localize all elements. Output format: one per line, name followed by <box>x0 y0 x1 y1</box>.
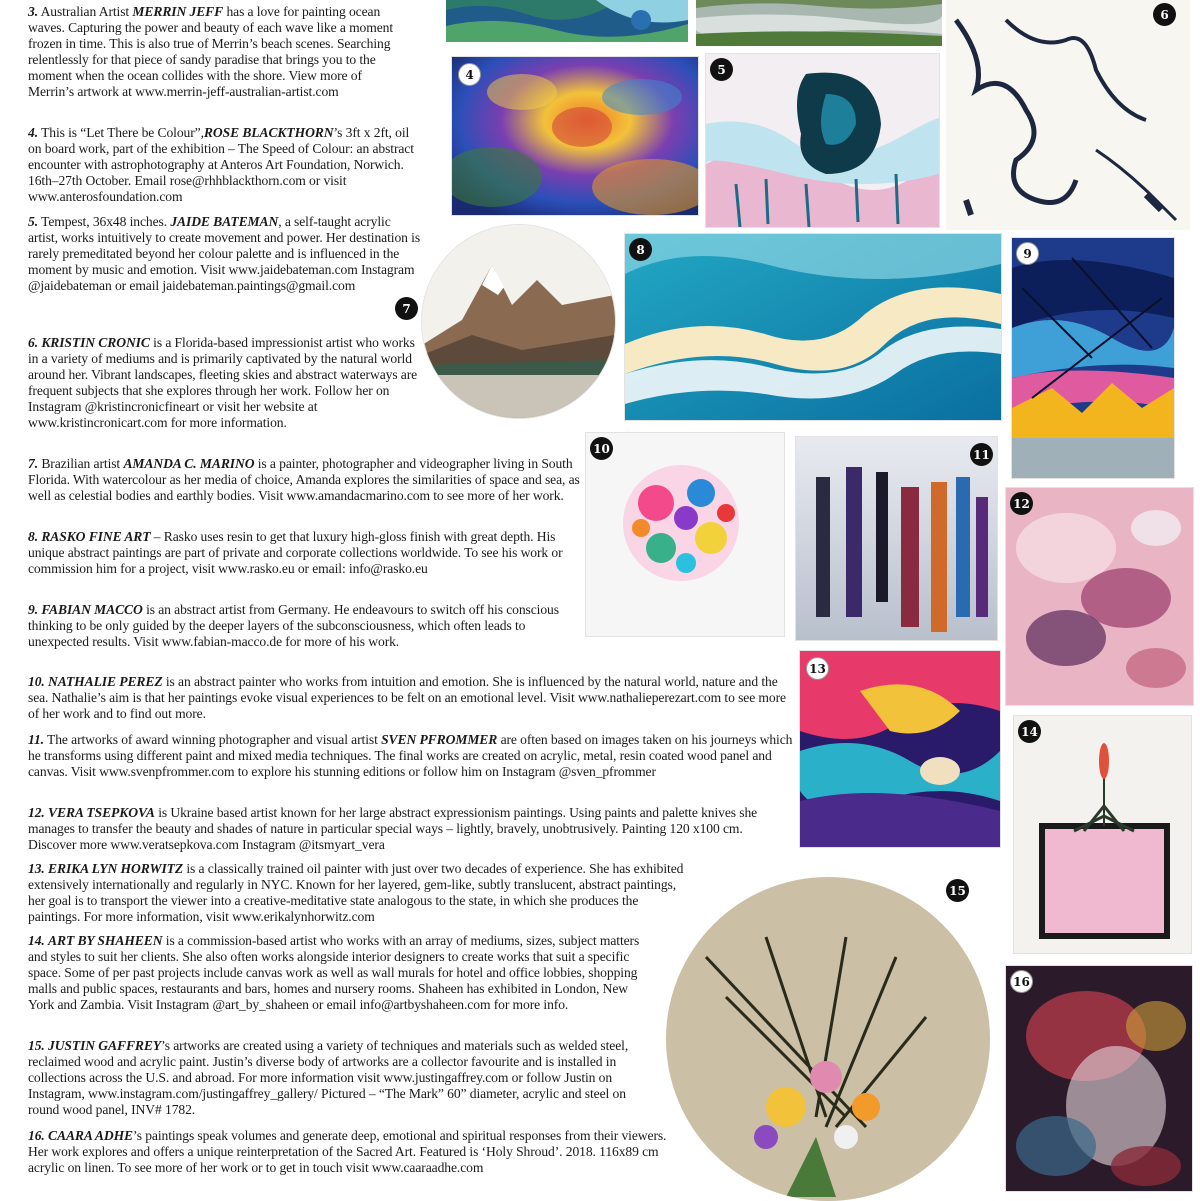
entry-number: 6. <box>28 335 38 350</box>
artist-name: JAIDE BATEMAN <box>170 214 279 229</box>
entry-number: 3. <box>28 4 38 19</box>
entry-number: 4. <box>28 125 38 140</box>
artwork-8 <box>625 234 1001 420</box>
entry-number: 7. <box>28 456 38 471</box>
entry-13 <box>28 861 693 925</box>
badge-13: 13 <box>806 657 829 680</box>
artwork-3b <box>696 0 942 46</box>
artist-name: JUSTIN GAFFREY <box>48 1038 162 1053</box>
entry-10 <box>28 674 798 722</box>
entry-lead: Brazilian artist <box>41 456 121 471</box>
entry-text: is a commission-based artist who works with an array of mediums, sizes, subject matters and styles to suit her clients. She also often works alongside interior designers to create works that suit a specific space. Some of per past projects include canvas work as well as wall murals for hotel and office lobbies, shopping malls and public spaces, restaurants and bars, homes and nursery rooms. Shaheen has exhibited in London, New York and Zambia. Visit Instagram @art_by_shaheen or email info@artbyshaheen.com for more info. <box>28 933 640 1012</box>
artwork-6 <box>946 0 1190 230</box>
entry-text: – Rasko uses resin to get that luxury high-gloss finish with great depth. His unique abstract paintings are part of private and corporate collections worldwide. To see his work or commission him for a project, visit www.rasko.eu or email: info@rasko.eu <box>28 529 563 576</box>
artist-name: CAARA ADHE <box>48 1128 134 1143</box>
entry-text: is Ukraine based artist known for her large abstract expressionism paintings. Using paints and palette knives she manages to transfer the beauty and shades of nature in particular special ways – lightly, bravely, unobtrusively. Painting 120 x100 cm. Discover more www.veratsepkova.com Instagram @itsmyart_vera <box>28 805 758 852</box>
artist-name: RASKO FINE ART <box>41 529 151 544</box>
entry-text: is a Florida-based impressionist artist who works in a variety of mediums and is primarily captivated by the natural world around her. Vibrant landscapes, fleeting skies and abstract waterways are frequent subjects that she explores through her work. Follow her on Instagram @kristincronicfineart or visit her website at www.kristincronicart.com for more information. <box>28 335 418 430</box>
artwork-7 <box>422 225 615 418</box>
entry-text: ’s 3ft x 2ft, oil on board work, part of the exhibition – The Speed of Colour: an abstract encounter with astrophotography at Anteros Art Foundation, Norwich. 16th–27th October. Email rose@rhhblackthorn.com or visit www.anterosfoundation.com <box>28 125 414 204</box>
badge-14: 14 <box>1018 720 1041 743</box>
artist-name: AMANDA C. MARINO <box>123 456 255 471</box>
entry-text: is a painter, photographer and videographer living in South Florida. With watercolour as her media of choice, Amanda explores the similarities of space and sea, as well as celestial bodies and earthly bodies. Visit www.amandacmarino.com to see more of her work. <box>28 456 580 503</box>
entry-number: 9. <box>28 602 38 617</box>
entry-number: 13. <box>28 861 45 876</box>
artwork-11 <box>796 437 997 640</box>
artwork-10 <box>586 433 784 636</box>
entry-number: 12. <box>28 805 45 820</box>
entry-text: is an abstract artist from Germany. He endeavours to switch off his conscious thinking to be only guided by the deeper layers of the subconsciousness, which often leads to unexpected results. Visit www.fabian-macco.de for more of his work. <box>28 602 559 649</box>
artist-name: KRISTIN CRONIC <box>41 335 150 350</box>
badge-6: 6 <box>1153 3 1176 26</box>
entry-lead: Tempest, 36x48 inches. <box>41 214 168 229</box>
entry-number: 15. <box>28 1038 45 1053</box>
entry-lead: This is “Let There be Colour”, <box>41 125 204 140</box>
entry-text: ’s artworks are created using a variety of techniques and materials such as welded steel, reclaimed wood and acrylic paint. Justin’s diverse body of artworks are a collector favourite and is installed in collections across the U.S. and abroad. For more information visit www.justingaffrey.com or follow Justin on Instagram, www.instagram.com/justingaffrey_gallery/ Pictured – “The Mark” 60” diameter, acrylic and steel on round wood panel, INV# 1782. <box>28 1038 629 1117</box>
entry-lead: The artworks of award winning photographer and visual artist <box>47 732 378 747</box>
entry-9 <box>28 602 583 650</box>
badge-11: 11 <box>970 443 993 466</box>
entry-lead: Australian Artist <box>40 4 130 19</box>
entry-14 <box>28 933 653 1013</box>
entry-6 <box>28 335 418 430</box>
entry-number: 14. <box>28 933 45 948</box>
artwork-15 <box>666 877 990 1201</box>
entry-text: is an abstract painter who works from intuition and emotion. She is influenced by the natural world, nature and the sea. Nathalie’s aim is that her paintings evoke visual experiences to be felt on an emotional level. Visit www.nathalieperezart.com to see more of her work and to find out more. <box>28 674 786 721</box>
badge-9: 9 <box>1016 242 1039 265</box>
artwork-13 <box>800 651 1000 847</box>
entry-5 <box>28 214 423 294</box>
artwork-12 <box>1006 488 1193 705</box>
badge-8: 8 <box>629 238 652 261</box>
entry-number: 10. <box>28 674 45 689</box>
entry-text: ’s paintings speak volumes and generate deep, emotional and spiritual responses from their viewers. Her work explores and offers a unique reinterpretation of the Sacred Art. Featured is ‘Holy Shroud’. 2018. 116x89 cm acrylic on linen. To see more of her work or to get in touch visit www.caaraadhe.com <box>28 1128 667 1175</box>
entry-7 <box>28 456 583 504</box>
artwork-4 <box>452 57 698 215</box>
artist-name: ROSE BLACKTHORN <box>203 125 334 140</box>
artist-name: ERIKA LYN HORWITZ <box>48 861 184 876</box>
badge-10: 10 <box>590 437 613 460</box>
entry-number: 5. <box>28 214 38 229</box>
entry-15 <box>28 1038 658 1118</box>
entry-8 <box>28 529 588 577</box>
badge-16: 16 <box>1010 970 1033 993</box>
entry-11 <box>28 732 798 780</box>
badge-4: 4 <box>458 63 481 86</box>
artist-name: NATHALIE PEREZ <box>48 674 163 689</box>
entry-text: has a love for painting ocean waves. Capturing the power and beauty of each wave like a moment frozen in time. This is also true of Merrin’s beach scenes. Searching relentlessly for that piece of sandy paradise that brings you to the moment when the ocean collides with the shore. View more of Merrin’s artwork at www.merrin-jeff-australian-artist.com <box>28 4 394 99</box>
entry-number: 16. <box>28 1128 45 1143</box>
entry-text: is a classically trained oil painter with just over two decades of experience. She has exhibited extensively internationally and regularly in NYC. Known for her layered, gem-like, subtly translucent, abstract paintings, her goal is to transport the viewer into a creative-meditative state analogous to the state, in which she produces the paintings. For more information, visit www.erikalynhorwitz.com <box>28 861 684 924</box>
artwork-5 <box>706 54 939 227</box>
artist-name: SVEN PFROMMER <box>381 732 498 747</box>
badge-7: 7 <box>395 297 418 320</box>
artist-name: VERA TSEPKOVA <box>48 805 155 820</box>
badge-15: 15 <box>946 879 969 902</box>
artist-name: FABIAN MACCO <box>41 602 143 617</box>
entry-16 <box>28 1128 673 1176</box>
artist-name: MERRIN JEFF <box>132 4 224 19</box>
badge-12: 12 <box>1010 492 1033 515</box>
artwork-9 <box>1012 238 1174 478</box>
entry-12 <box>28 805 788 853</box>
artwork-16 <box>1006 966 1192 1191</box>
entry-3 <box>28 4 408 99</box>
artist-name: ART BY SHAHEEN <box>48 933 163 948</box>
entry-text: are often based on images taken on his journeys which he transforms using different paint and mixed media techniques. The final works are created on acrylic, metal, resin coated wood panel and canvas. Visit www.svenpfrommer.com to explore his stunning editions or follow him on Instagram @sven_pfrommer <box>28 732 793 779</box>
artwork-14 <box>1014 716 1191 953</box>
entry-4 <box>28 125 423 205</box>
badge-5: 5 <box>710 58 733 81</box>
entry-text: , a self-taught acrylic artist, works intuitively to create movement and power. Her destination is rarely premeditated beyond her colour palette and is influenced in the moment by music and emotion. Visit www.jaidebateman.com Instagram @jaidebateman or email jaidebateman.paintings@gmail.com <box>28 214 421 293</box>
artwork-3a <box>446 0 688 42</box>
entry-number: 11. <box>28 732 44 747</box>
entry-number: 8. <box>28 529 38 544</box>
